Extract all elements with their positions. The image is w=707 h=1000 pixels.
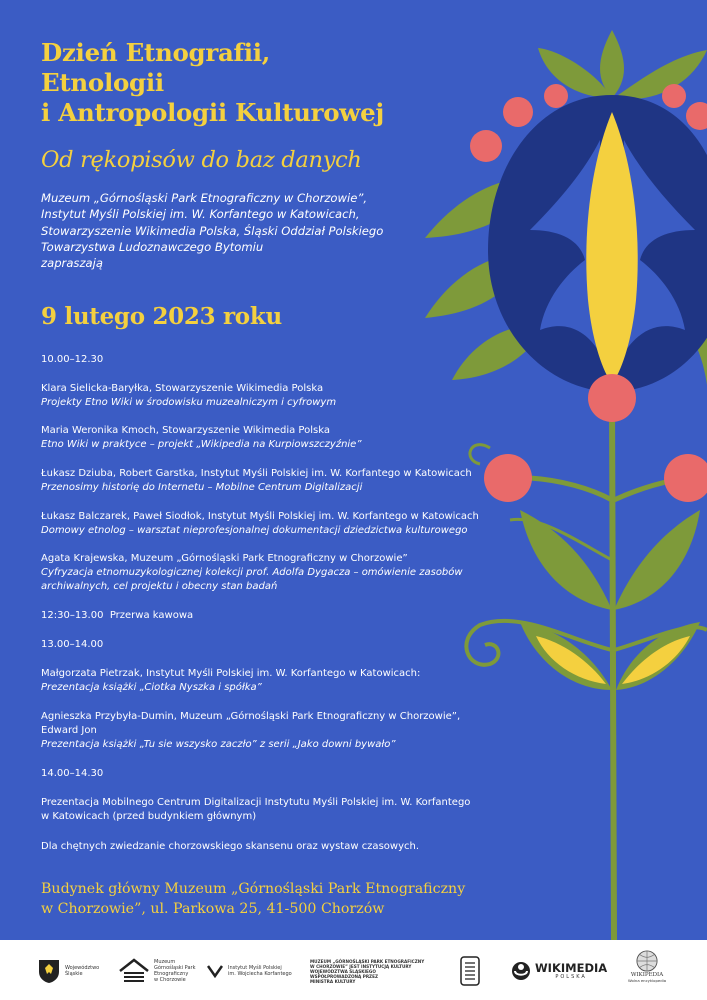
time-slot-1: 10.00–12.30 [41, 354, 104, 365]
sponsor-logos-bar [0, 940, 707, 1000]
talk-speaker: Agata Krajewska, Muzeum „Górnośląski Park Etnograficzny w Chorzowie” [41, 553, 408, 564]
visit-note: Dla chętnych zwiedzanie chorzowskiego skansenu oraz wystaw czasowych. [41, 841, 420, 852]
logo-muzeum-gpe [118, 954, 195, 988]
organizer-line: Stowarzyszenie Wikimedia Polska, Śląski Oddział Polskiego [41, 223, 384, 238]
logo-text: im. Wojciecha Korfantego [228, 971, 292, 977]
title-line-1: Dzień Etnografii, [41, 38, 271, 67]
program-schedule [41, 353, 521, 854]
title-line-3: i Antropologii Kulturowej [41, 98, 384, 127]
talk-title: Etno Wiki w praktyce – projekt „Wikipedia na Kurpiowszczyźnie” [41, 439, 362, 450]
venue-line-1: Budynek główny Muzeum „Górnośląski Park Etnograficzny [41, 881, 466, 897]
event-date: 9 lutego 2023 roku [41, 303, 282, 330]
break-time: 12:30–13.00 [41, 610, 104, 621]
venue-line-2: w Chorzowie”, ul. Parkowa 25, 41-500 Chorzów [41, 901, 385, 917]
organizers-block [41, 190, 481, 271]
talk-title: Prezentacja książki „Tu sie wszysko zaczło” z serii „Jako downi bywało” [41, 739, 396, 750]
logo-instytucja-kultury [310, 954, 424, 988]
organizer-line: Towarzystwa Ludoznawczego Bytomiu [41, 239, 264, 254]
wikimedia-icon [511, 961, 531, 981]
wikipedia-globe-icon [635, 950, 659, 972]
logo-text: Górnośląski Park [154, 965, 196, 971]
wikimedia-sub: POLSKA [555, 974, 587, 980]
logo-text: Śląskie [65, 971, 83, 977]
logo-wikimedia-polska [511, 954, 607, 988]
logo-text: WSPÓŁPROWADZONĄ PRZEZ [310, 973, 378, 979]
logo-wojewodztwo-slaskie [38, 954, 99, 988]
organizer-line: Muzeum „Górnośląski Park Etnograficzny w Chorzowie”, [41, 191, 368, 205]
talk-title: Projekty Etno Wiki w środowisku muzealniczym i cyfrowym [41, 397, 337, 408]
logo-wikipedia [628, 950, 666, 984]
talk-title: Domowy etnolog – warsztat nieprofesjonalnej dokumentacji dziedzictwa kulturowego [41, 525, 468, 536]
logo-text: WOJEWÓDZTWA ŚLĄSKIEGO [310, 968, 376, 974]
talk-title: Przenosimy historię do Internetu – Mobilne Centrum Digitalizacji [41, 482, 363, 493]
coffee-break [41, 609, 521, 623]
wikimedia-wordmark: WIKIMEDIA [535, 961, 608, 975]
wikipedia-wordmark: WIKIPEDIA [630, 972, 664, 978]
time-slot-2: 13.00–14.00 [41, 639, 104, 650]
logo-text: Muzeum [154, 959, 176, 965]
event-title [41, 38, 471, 128]
logo-text: w Chorzowie [154, 977, 186, 983]
break-label: Przerwa kawowa [109, 610, 194, 621]
talk-speaker: Małgorzata Pietrzak, Instytut Myśli Polskiej im. W. Korfantego w Katowicach: [41, 668, 421, 679]
logo-text: Instytut Myśli Polskiej [228, 965, 282, 971]
talk-speaker: Łukasz Dziuba, Robert Garstka, Instytut Myśli Polskiej im. W. Korfantego w Katowicach [41, 468, 472, 479]
talk-title-cont: archiwalnych, cel projektu i obecny stan badań [41, 581, 278, 592]
organizer-line: zapraszają [41, 256, 103, 271]
folk-emblem-icon [457, 955, 483, 987]
logo-text: Etnograficzny [154, 971, 189, 977]
event-subtitle: Od rękopisów do baz danych [41, 147, 362, 173]
wikipedia-sub: Wolna encyklopedia [628, 978, 667, 983]
logo-text: MUZEUM „GÓRNOŚLĄSKI PARK ETNOGRAFICZNY [310, 958, 425, 964]
talk-speaker: Łukasz Balczarek, Paweł Siodłok, Instytut Myśli Polskiej im. W. Korfantego w Katowicach [41, 511, 479, 522]
venue-address [41, 879, 465, 919]
presentation-line: Prezentacja Mobilnego Centrum Digitalizacji Instytutu Myśli Polskiej im. W. Korfantego [41, 797, 471, 808]
house-roof-icon [118, 958, 150, 984]
talk-title: Prezentacja książki „Ciotka Nyszka i spółka” [41, 682, 262, 693]
logo-instytut-korfantego [207, 954, 292, 988]
presentation-line-cont: w Katowicach (przed budynkiem głównym) [41, 811, 257, 822]
logo-text: Województwo [65, 965, 100, 971]
talk-title: Cyfryzacja etnomuzykologicznej kolekcji prof. Adolfa Dygacza – omówienie zasobów [41, 567, 463, 578]
instytut-mark-icon [207, 964, 223, 978]
talk-speaker: Agnieszka Przybyła-Dumin, Muzeum „Górnośląski Park Etnograficzny w Chorzowie”, [41, 711, 461, 722]
logo-text: W CHORZOWIE” JEST INSTYTUCJĄ KULTURY [310, 963, 412, 969]
title-line-2: Etnologii [41, 68, 164, 97]
organizer-line: Instytut Myśli Polskiej im. W. Korfantego w Katowicach, [41, 207, 360, 222]
eagle-crest-icon [38, 958, 60, 984]
talk-speaker: Klara Sielicka-Baryłka, Stowarzyszenie Wikimedia Polska [41, 383, 324, 394]
talk-speaker: Maria Weronika Kmoch, Stowarzyszenie Wikimedia Polska [41, 425, 330, 436]
talk-speaker-cont: Edward Jon [41, 725, 97, 736]
time-slot-3: 14.00–14.30 [41, 768, 104, 779]
logo-ptl-emblem [457, 954, 483, 988]
logo-text: MINISTRA KULTURY [310, 978, 356, 984]
